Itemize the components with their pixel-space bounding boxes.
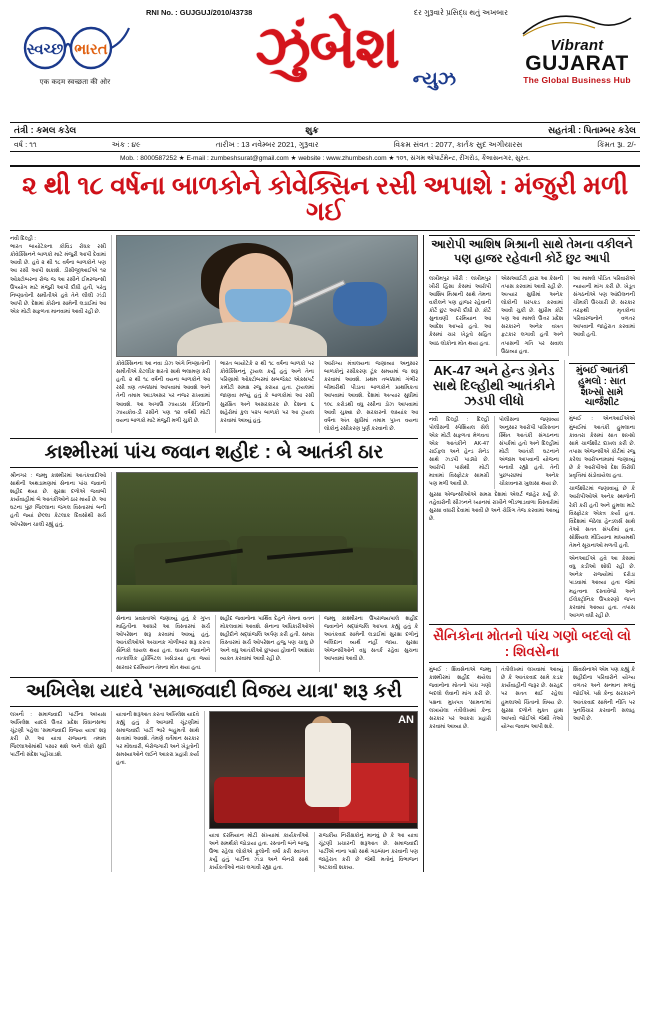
vaccine-photo [116, 235, 418, 357]
photo-mask-shape [225, 289, 291, 323]
ak47-headline: AK-47 અને હેન્ડ ગ્રેનેડ સાથે દિલ્હીથી આતંકીને ઝડપી લીધો [429, 360, 559, 413]
body-grid [10, 235, 640, 872]
shivsena-col3: શિવસેનાએ એમ પણ કહ્યું કે શહીદોના પરિવારોને યોગ્ય વળતર અને સન્માન મળવું જોઈએ. પક્ષે કેન્દ્ર સરકારને આતંકવાદ સામેની નીતિ પર પુનર્વિચાર કરવાની સલાહ આપી છે. [568, 666, 635, 731]
shivsena-headline: સૈનિકોના મોતનો પાંચ ગણો બદલો લો : શિવસેના [429, 624, 635, 663]
kashmir-headline: કાશ્મીરમાં પાંચ જવાન શહીદ : બે આતંકી ઠાર [10, 438, 418, 468]
mumbai-col1: મુંબઈ : એનઆઈએએ મુંબઈમાં આતંકી હુમલાના કાવતરા કેસમાં સાત શખ્સો સામે ચાર્જશીટ દાખલ કરી છે. તપાસ એજન્સીએ કોર્ટમાં રજુ કરેલા આરોપનામામાં જણાવ્યું છે કે આરોપીઓ દેશ વિરોધી પ્રવૃત્તિમાં સંડોવાયેલા હતા. [569, 416, 635, 480]
kashmir-col1: શ્રીનગર : જમ્મુ કાશ્મીરમાં આતંકવાદીઓ સાથેની અથડામણમાં સેનાના પાંચ જવાનો શહીદ થયા છે. સુરક્ષા દળોએ જવાબી કાર્યવાહીમાં બે આતંકીઓને ઠાર માર્યા છે. આ ઘટના પુંછ જિલ્લાના જંગલ વિસ્તારમાં બની હતી જ્યાં છેલ્લા કેટલાક દિવસોથી સર્ચ ઓપરેશન ચાલી રહ્યું હતું. [10, 472, 106, 528]
newspaper-title: ઝુંબેશ [255, 15, 399, 80]
photo-person-body [305, 723, 351, 807]
date-label: તારીખ : 13 નવેમ્બર 2021, ગુરૂવાર [215, 140, 319, 149]
issue-label: અંક : ૪૯ [111, 140, 141, 149]
akhilesh-col1: લખનૌ : સમાજવાદી પાર્ટીના અધ્યક્ષ અખિલેશ યાદવે ઉત્તર પ્રદેશ વિધાનસભા ચૂંટણી પહેલા 'સમાજવાદી વિજય યાત્રા' શરૂ કરી છે. આ યાત્રા રાજ્યના તમામ જિલ્લાઓમાંથી પસાર થશે અને લોકો સુધી પાર્ટીનો સંદેશ પહોંચાડશે. [10, 711, 106, 759]
mumbai-headline: મુંબઈ આતંકી હુમલો : સાત શખ્સો સામે ચાર્જશીટ [569, 363, 635, 413]
vibrant-swoosh-icon [521, 12, 633, 38]
akhilesh-col2: યાત્રાની શરૂઆત કરતા અખિલેશ યાદવે કહ્યું હતું કે આગામી ચૂંટણીમાં સમાજવાદી પાર્ટી ભારે બહુમતી સાથે સત્તામાં આવશે. તેમણે વર્તમાન સરકાર પર મોંઘવારી, બેરોજગારી અને ખેડૂતોની સમસ્યાઓને લઈને આકરા પ્રહારો કર્યા હતા. [111, 711, 199, 873]
publication-frequency: દર ગુરૂવારે પ્રસિદ્ધ થતું અખબાર [413, 8, 508, 17]
swachh-bharat-glasses-icon [15, 14, 135, 76]
ak47-col2: પોલીસના જણાવ્યા અનુસાર આરોપી પાકિસ્તાન સ્થિત આતંકી સંગઠનના સંપર્કમાં હતો અને દિલ્હીમાં મોટી આતંકી ઘટનાને અંજામ આપવાની યોજના બનાવી રહ્યો હતો. તેની પુછપરછમાં અનેક ચોંકાવનારા ખુલાસા થયા છે. [494, 416, 559, 489]
vaccine-col4: આરોગ્ય મંત્રાલયના જણાવ્યા અનુસાર બાળકોનું રસીકરણ ટૂંક સમયમાં જ શરૂ કરવામાં આવશે. પ્રથમ તબક્કામાં ગંભીર બીમારીથી પીડાતા બાળકોને પ્રાથમિકતા આપવામાં આવશે. દેશમાં અત્યાર સુધીમાં ૧૦૮ કરોડથી વધુ રસીના ડોઝ આપવામાં આવી ચુક્યા છે. સરકારનો લક્ષ્યાંક આ વર્ષના અંત સુધીમાં તમામ પુખ્ત વયના લોકોનું રસીકરણ પુર્ણ કરવાનો છે. [319, 360, 418, 433]
swachh-tagline: एक कदम स्वच्छता की ओर [39, 79, 111, 86]
lead-headline: ૨ થી ૧૮ વર્ષના બાળકોને કોવેક્સિન રસી અપાશે : મંજુરી મળી ગઈ [10, 167, 640, 232]
akhilesh-col3: યાત્રા દરમિયાન મોટી સંખ્યામાં કાર્યકર્તાઓ અને સમર્થકો જોડાયા હતા. રસ્તાની બંને બાજુ ઉભા રહેલા લોકોએ ફૂલોની વર્ષા કરી સ્વાગત કર્યું હતું. પાર્ટીના ઝંડા અને બેનરો સાથે કાર્યકર્તાઓ નારા લગાવી રહ્યા હતા. [209, 832, 309, 871]
svg-text:ભારત: ભારત [74, 41, 108, 58]
akhilesh-article [10, 711, 418, 873]
akhilesh-headline: અખિલેશ યાદવે 'સમાજવાદી વિજય યાત્રા' શરૂ કરી [10, 677, 418, 707]
shivsena-col2: તંત્રીલેખમાં લખવામાં આવ્યું છે કે આતંકવાદ સામે કડક કાર્યવાહીની જરૂર છે. સરહદ પર સતત થઈ રહેલા હુમલાઓ ચિંતાનો વિષય છે. સુરક્ષા દળોને મુક્ત હાથ આપવો જોઈએ જેથી તેઓ યોગ્ય જવાબ આપી શકે. [496, 666, 563, 731]
kashmir-photo [116, 472, 418, 612]
akhilesh-photo [209, 711, 418, 829]
akhilesh-col4: રાજકીય નિરીક્ષકોનું માનવું છે કે આ યાત્રા ચૂંટણી પ્રચારની શરૂઆત છે. સમાજવાદી પાર્ટીએ નાના પક્ષો સાથે ગઠબંધન કરવાની પણ જાહેરાત કરી છે જેથી મતોનું વિભાજન અટકાવી શકાય. [314, 832, 419, 873]
vaccine-col1: ભારત બાયોટેકના કોવિડ રોધક રસી કોવેક્સિનને બાળકો માટે મંજુરી આપી દેવામાં આવી છે. હવે ૨ થી ૧૮ વર્ષના બાળકોને પણ આ રસી આપી શકાશે. ડીસીજીઆઈએ ૧૨ ઓક્ટોબરના રોજ જ આ રસીને ઈમરજન્સી ઉપયોગ માટે મંજુરી આપી દીધી હતી, પરંતુ નિષ્ણાતોની સમીતીએ હવે તેને લીલી ઝંડી આપી છે. દેશમાં કોરોના સામેની લડાઈમાં આ એક મોટી સફળતા માનવામાં આવી રહી છે. [10, 244, 106, 316]
day-label: શુક્ર [305, 124, 319, 135]
mumbai-col2: ચાર્જશીટમાં જણાવાયું છે કે આરોપીઓએ અનેક સ્થળોની રેકી કરી હતી અને હુમલા માટે વિસ્ફોટક એકત્ર કર્યા હતા. વિદેશમાં બેઠેલા હેન્ડલર્સ સાથે તેઓ સતત સંપર્કમાં હતા. સોશિયલ મીડિયાના માધ્યમથી તેમને સૂચનાઓ મળતી હતી. [569, 486, 635, 550]
vikram-samvat-label: વિક્રમ સંવત : 2077, કાર્તક સુદ અગીયારસ [393, 140, 523, 149]
ak47-col1: નવી દિલ્હી : દિલ્હી પોલીસની સ્પેશિયલ સેલે એક મોટી સફળતા મેળવતા એક આતંકીને AK-47 રાઈફલ અને હેન્ડ ગ્રેનેડ સાથે ઝડપી પાડ્યો છે. આરોપી પાસેથી મોટી માત્રામાં વિસ્ફોટક સામગ્રી પણ મળી આવી છે. [429, 416, 489, 488]
issue-info-bar [10, 138, 640, 152]
swachh-bharat-logo-block [10, 6, 140, 87]
vaccine-col2: કોવેક્સિનના આ નવા ડોઝ અંગે નિષ્ણાતોની સમીતીએ કેટલીક શરતો સાથે ભલામણ કરી હતી. ૨ થી ૧૮ વર્ષની વયના બાળકોને આ રસી ત્રણ તબક્કામાં આપવામાં આવશે અને તેની તમામ આડઅસર પર નજર રાખવામાં આવશે. આ અગાઉ ઝાયડસ કેડિલાની ઝાયકોવ-ડી રસીને પણ ૧૨ વર્ષથી મોટી વયના બાળકો માટે મંજુરી મળી ચુકી છે. [116, 361, 210, 424]
photo-body-shape [177, 322, 327, 357]
kashmir-article [10, 472, 418, 672]
photo-glove-shape [333, 282, 387, 326]
gujarat-word: GUJARAT [525, 52, 629, 75]
ak47-col3: સુરક્ષા એજન્સીઓએ સમગ્ર દેશમાં એલર્ટ જાહેર કર્યું છે. તહેવારોની સીઝનને ધ્યાનમાં રાખીને ભીડભાડવાળા વિસ્તારોમાં સુરક્ષા વધારી દેવામાં આવી છે અને ચેકિંગ તેજ કરવામાં આવ્યું છે. [429, 491, 559, 522]
shivsena-col1: મુંબઈ : શિવસેનાએ જમ્મુ કાશ્મીરમાં શહીદ થયેલા જવાનોના મોતનો પાંચ ગણો બદલો લેવાની માંગ કરી છે. પક્ષના મુખપત્ર 'સામના'માં લખાયેલા તંત્રીલેખમાં કેન્દ્ર સરકાર પર આકરા પ્રહારો કરવામાં આવ્યા છે. [429, 667, 491, 730]
kashmir-col4: જમ્મુ કાશ્મીરના ઉપરાજ્યપાલે શહીદ જવાનોને શ્રદ્ધાંજલિ આપતા કહ્યું હતું કે આતંકવાદ સામેની લડાઈમાં સુરક્ષા દળોનું બલિદાન વ્યર્થ નહીં જાય. સુરક્ષા એજન્સીઓને વધુ સતર્ક રહેવા સુચના આપવામાં આવી છે. [319, 615, 418, 672]
shivsena-article [429, 666, 635, 731]
photo-watermark: AN [398, 713, 414, 726]
vibrant-word: Vibrant [550, 37, 604, 54]
newspaper-subtitle: ન્યુઝ [412, 69, 456, 91]
right-column [423, 235, 635, 872]
ashish-col1: લખીમપુર ખીરી : લખીમપુર ખીરી હિંસા કેસમાં આરોપી આશિષ મિશ્રાની સાથે તેમના વકીલને પણ હાજર રહેવાની કોર્ટે છુટ આપી દીધી છે. કોર્ટે સુનાવણી દરમિયાન આ આદેશ આપ્યો હતો. આ કેસમાં ચાર ખેડૂતો સહિત આઠ લોકોના મોત થયા હતા. [429, 275, 491, 347]
svg-text:સ્વચ્છ: સ્વચ્છ [26, 41, 64, 58]
vaccine-dateline: નવી દિલ્હી : [10, 236, 36, 243]
ashish-col2: એસઆઈટી દ્વારા આ કેસની તપાસ કરવામાં આવી રહી છે. અત્યાર સુધીમાં અનેક લોકોની ધરપકડ કરવામાં આવી ચુકી છે. સુપ્રીમ કોર્ટે પણ આ મામલે ઉત્તર પ્રદેશ સરકારને અનેક વખત ફટકાર લગાવી હતી અને તપાસની ગતિ પર સવાલ ઉઠાવ્યા હતા. [496, 275, 563, 356]
photo-grass [117, 585, 417, 611]
mumbai-col3: એનઆઈએ હવે આ કેસમાં વધુ કડીઓ શોધી રહી છે. અનેક રાજ્યોમાં દરોડા પાડવામાં આવ્યા હતા જેમાં મહત્વના દસ્તાવેજો અને ઈલેક્ટ્રોનિક ઉપકરણો જપ્ત કરવામાં આવ્યા હતા. તપાસ આગળ વધી રહી છે. [569, 556, 635, 619]
volume-label: વર્ષ : ૧૧ [14, 140, 37, 149]
ashish-article [429, 275, 635, 356]
mumbai-article [564, 360, 635, 620]
vibrant-gujarat-logo-block [514, 6, 640, 85]
vaccine-col3: ભારત બાયોટેકે ૨ થી ૧૮ વર્ષના બાળકો પર કોવેક્સિનનું ટ્રાયલ કર્યું હતું અને તેના પરિણામો ઓક્ટોબરમાં સબજેક્ટ એક્સપર્ટ કમીટી સમક્ષ રજુ કરાયા હતા. ટ્રાયલમાં જાણવા મળ્યું હતું કે બાળકોમાં આ રસી સુરક્ષિત અને અસરકારક છે. દેશના ૬ શહેરોમાં કુલ ૫૨૫ બાળકો પર આ ટ્રાયલ કરવામાં આવ્યું હતું. [215, 360, 314, 433]
ak47-article [429, 360, 559, 620]
rni-number: RNI No. : GUJGUJ/2010/43738 [146, 8, 253, 17]
co-editor-name: સહતંત્રી : પિતામ્બર કડેલ [547, 124, 636, 135]
gujarat-tagline: The Global Business Hub [523, 75, 631, 86]
main-column [10, 235, 418, 872]
ashish-headline: આરોપી આશિષ મિશ્રાની સાથે તેમના વકીલને પણ હાજર રહેવાની કોર્ટે છુટ આપી [429, 235, 635, 271]
kashmir-col2: સેનાના પ્રવક્તાએ જણાવ્યું હતું કે ગુપ્ત માહિતીના આધારે આ વિસ્તારમાં સર્ચ ઓપરેશન શરૂ કરવામાં આવ્યું હતું. આતંકીઓએ અચાનક ગોળીબાર શરૂ કરતા સૈનિકો ઘાયલ થયા હતા. ઘાયલ જવાનોને તાત્કાલિક હોસ્પિટલ ખસેડાયા હતા જ્યાં સારવાર દરમિયાન તેમના મોત થયા હતા. [116, 615, 210, 671]
editor-name: તંત્રી : કમલ કડેલ [14, 124, 77, 135]
masthead [10, 6, 640, 118]
vaccine-article [10, 235, 418, 433]
price-label: કિંમત રૂા. 2/- [597, 140, 636, 149]
contact-bar: Mob. : 8000587252 ★ E-mail : zumbeshsurat@gmail.com ★ website : www.zhumbesh.com ★ ૧૦૧, સંગમ એપાર્ટમેન્ટ, રીંગરોડ, કૈલાસનગર, સુરત. [10, 152, 640, 167]
editor-bar [10, 122, 640, 138]
kashmir-col3: શહીદ જવાનોના પાર્થિવ દેહને તેમના વતન મોકલવામાં આવશે. સેનાના અધિકારીઓએ શહીદોને શ્રદ્ધાંજલિ અર્પણ કરી હતી. સમગ્ર વિસ્તારમાં સર્ચ ઓપરેશન હજુ પણ ચાલુ છે અને વધુ આતંકીઓ છુપાયા હોવાની આશંકા વ્યક્ત કરવામાં આવી રહી છે. [215, 615, 314, 672]
masthead-center [140, 6, 514, 91]
ashish-col3: આ મામલે પીડિત પરિવારોએ ન્યાયની માંગ કરી છે. ખેડૂત સંગઠનોએ પણ આંદોલનની ચીમકી ઉચ્ચારી છે. સરકાર તરફથી મૃતકોના પરિવારજનોને વળતર આપવાની જાહેરાત કરવામાં આવી હતી. [568, 275, 635, 356]
